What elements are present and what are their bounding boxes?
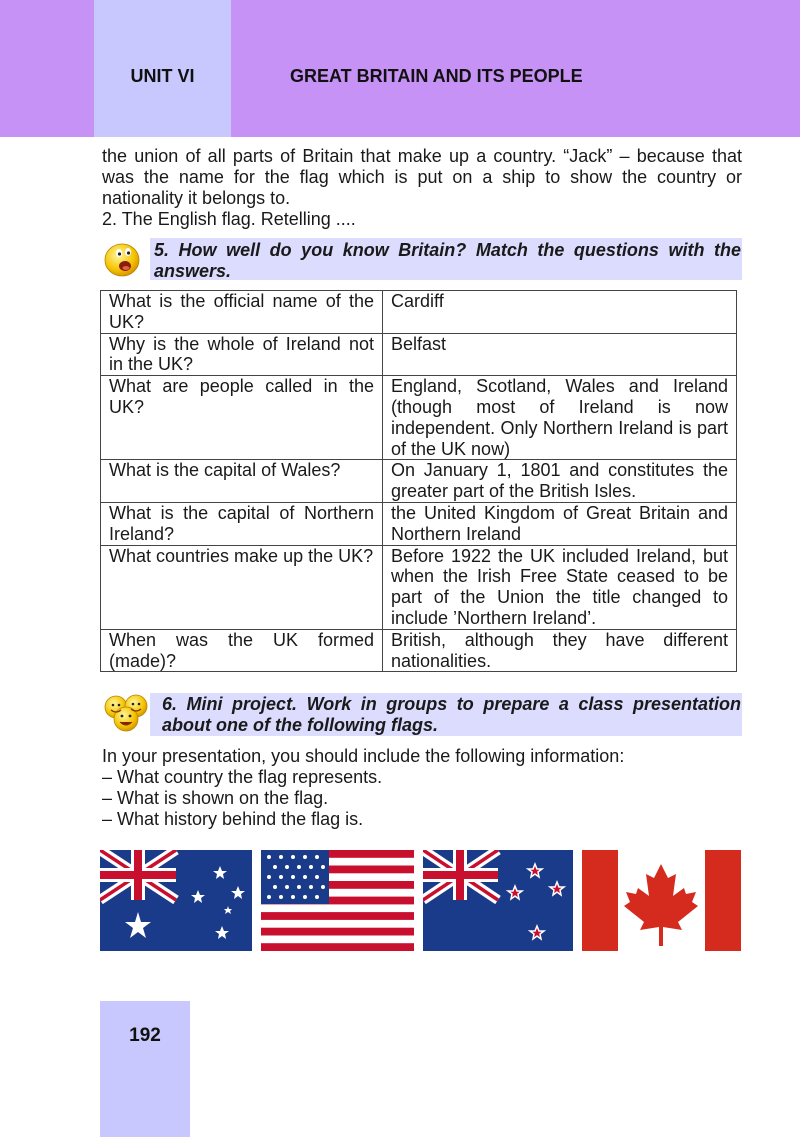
answer-cell: England, Scotland, Wales and Ireland (though most of Ireland is now independent. Only Northern Ireland is part of the UK now) bbox=[383, 376, 737, 460]
question-cell: Why is the whole of Ireland not in the UK? bbox=[101, 333, 383, 376]
usa-flag-image bbox=[261, 850, 414, 951]
answer-cell: Cardiff bbox=[383, 291, 737, 334]
retelling-line: 2. The English flag. Retelling .... bbox=[102, 209, 356, 229]
answer-cell: the United Kingdom of Great Britain and Northern Ireland bbox=[383, 502, 737, 545]
presentation-item-2: – What is shown on the flag. bbox=[102, 788, 329, 808]
qa-table bbox=[100, 290, 737, 672]
answer-cell: Belfast bbox=[383, 333, 737, 376]
presentation-item-3: – What history behind the flag is. bbox=[102, 809, 364, 829]
question-cell: When was the UK formed (made)? bbox=[101, 629, 383, 672]
answer-cell: Before 1922 the UK included Ireland, but when the Irish Free State ceased to be part of the Union the title changed to include ’Northern Ireland’. bbox=[383, 545, 737, 629]
table-row bbox=[101, 629, 737, 672]
new-zealand-flag-image bbox=[423, 850, 573, 951]
question-cell: What are people called in the UK? bbox=[101, 376, 383, 460]
answer-cell: British, although they have different nationalities. bbox=[383, 629, 737, 672]
presentation-intro: In your presentation, you should include the following information: bbox=[102, 746, 625, 766]
table-row bbox=[101, 545, 737, 629]
table-row bbox=[101, 502, 737, 545]
answer-cell: On January 1, 1801 and constitutes the greater part of the British Isles. bbox=[383, 460, 737, 503]
canada-flag-image bbox=[582, 850, 741, 951]
presentation-item-1: – What country the flag represents. bbox=[102, 767, 383, 787]
question-cell: What is the capital of Wales? bbox=[101, 460, 383, 503]
intro-paragraph: the union of all parts of Britain that make up a country. “Jack” – because that was the name for the flag which is put on a ship to show the country or nationality it belongs to. bbox=[102, 146, 742, 208]
task5-heading: 5. How well do you know Britain? Match the questions with the answers. bbox=[154, 240, 741, 281]
australia-flag-image bbox=[100, 850, 252, 951]
group-smiley-icon bbox=[100, 692, 154, 734]
table-row bbox=[101, 376, 737, 460]
table-row bbox=[101, 333, 737, 376]
question-cell: What is the official name of the UK? bbox=[101, 291, 383, 334]
question-cell: What is the capital of Northern Ireland? bbox=[101, 502, 383, 545]
page-number: 192 bbox=[129, 1025, 161, 1046]
chapter-title: GREAT BRITAIN AND ITS PEOPLE bbox=[290, 66, 583, 86]
task6-heading: 6. Mini project. Work in groups to prepare a class presentation about one of the following flags. bbox=[162, 694, 741, 735]
table-row bbox=[101, 460, 737, 503]
unit-label: UNIT VI bbox=[130, 66, 195, 86]
question-cell: What countries make up the UK? bbox=[101, 545, 383, 629]
page-number-box bbox=[100, 1001, 190, 1137]
table-row bbox=[101, 291, 737, 334]
smiley-icon bbox=[102, 240, 142, 278]
